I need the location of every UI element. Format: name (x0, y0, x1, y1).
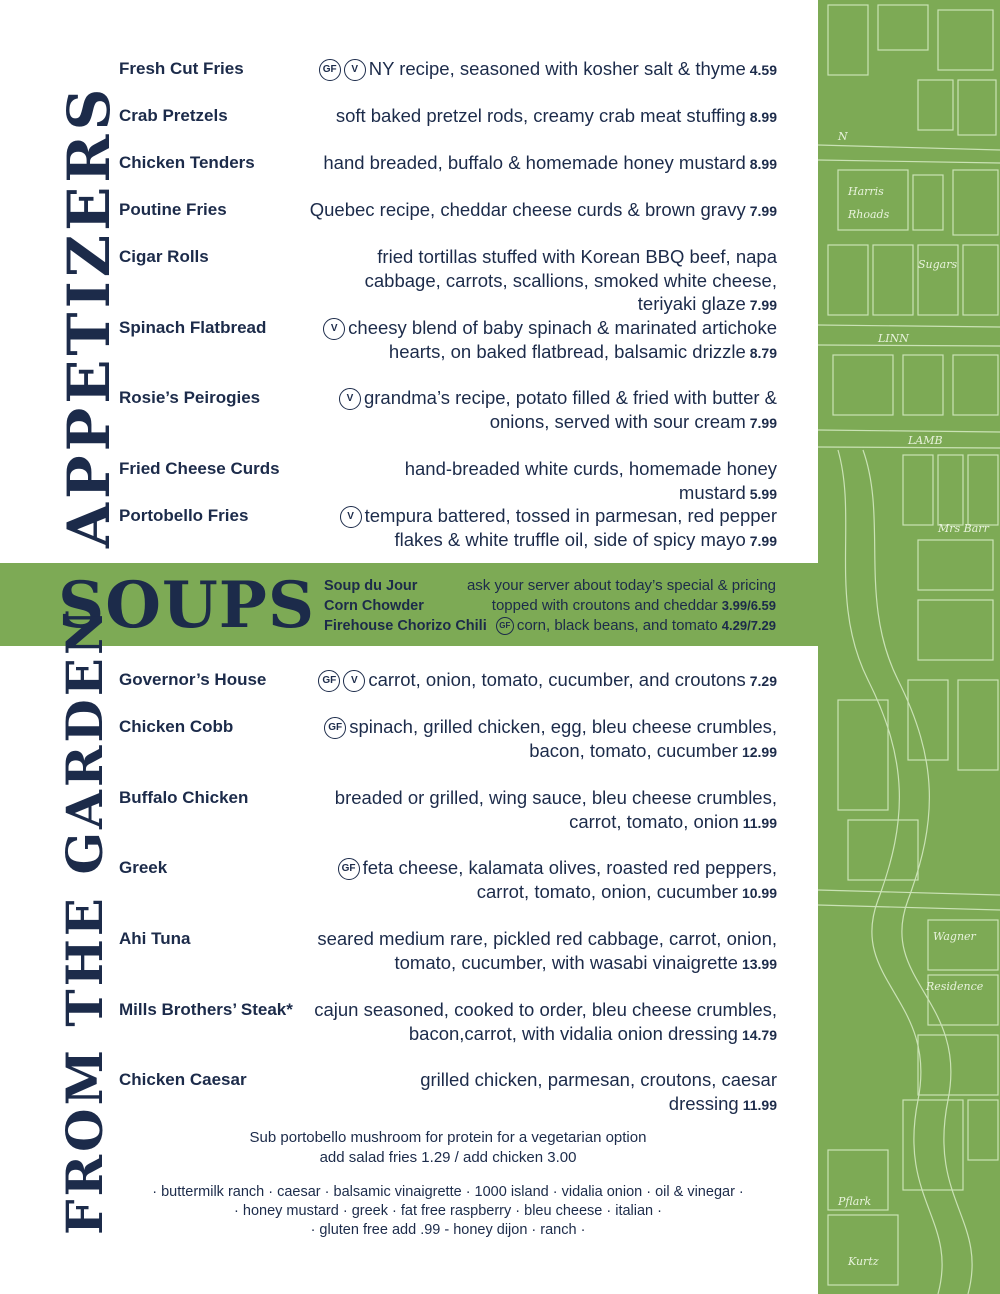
map-background (818, 0, 1000, 1294)
item-name: Greek (119, 858, 168, 877)
description-text: breaded or grilled, wing sauce, bleu cheese crumbles, carrot, tomato, onion (334, 787, 777, 832)
soup-item (324, 576, 776, 596)
item-description (309, 998, 777, 1047)
vegetarian-icon: V (344, 59, 366, 81)
garden-heading: FROM THE GARDEN (55, 606, 114, 1235)
item-price: 11.99 (742, 1096, 777, 1113)
description-text: hand-breaded white curds, homemade honey mustard (404, 458, 777, 503)
item-price: 8.79 (749, 345, 777, 362)
item-description (309, 386, 777, 436)
map-label: N (838, 130, 848, 143)
item-name: Spinach Flatbread (119, 318, 267, 337)
soup-price: 4.29/7.29 (721, 618, 776, 633)
description-text: corn, black beans, and tomato (516, 617, 718, 634)
add-ons-note: add salad fries 1.29 / add chicken 3.00 (319, 1149, 577, 1166)
item-name: Cigar Rolls (119, 247, 209, 266)
map-label: Pflark (838, 1195, 872, 1208)
item-name: Rosie’s Peirogies (119, 388, 261, 407)
item-price: 11.99 (742, 814, 777, 831)
gluten-free-icon: GF (324, 717, 346, 739)
map-label: Mrs Barr (938, 522, 989, 535)
item-description (309, 151, 777, 177)
description-text: ask your server about today’s special & pricing (466, 577, 776, 594)
item-name: Fried Cheese Curds (119, 459, 280, 478)
vegetarian-icon: V (340, 506, 362, 528)
soup-item (324, 616, 776, 636)
description-text: grandma’s recipe, potato filled & fried with butter & onions, served with sour cream (363, 387, 777, 433)
item-description (309, 715, 777, 765)
item-price: 8.99 (749, 109, 777, 125)
item-description (309, 668, 777, 694)
map-label: LAMB (908, 434, 943, 447)
vegetarian-icon: V (339, 388, 361, 410)
item-price: 4.59 (749, 62, 777, 78)
item-name: Portobello Fries (119, 506, 249, 525)
description-text: soft baked pretzel rods, creamy crab meat stuffing (335, 105, 746, 126)
appetizers-heading: APPETIZERS (55, 84, 123, 548)
item-price: 7.99 (749, 533, 777, 550)
item-price: 5.99 (749, 485, 777, 502)
item-description (309, 104, 777, 130)
map-illustration (818, 0, 1000, 1294)
item-price: 10.99 (741, 885, 777, 902)
soup-description (496, 616, 776, 636)
soup-price: 3.99/6.59 (721, 598, 776, 613)
description-text: fried tortillas stuffed with Korean BBQ beef, napa cabbage, carrots, scallions, smoked white cheese, teriyaki glaze (364, 246, 777, 314)
description-text: cajun seasoned, cooked to order, bleu cheese crumbles, bacon,carrot, with vidalia onion dressing (314, 999, 777, 1044)
item-description (309, 1068, 777, 1117)
soup-description (467, 576, 776, 596)
item-description (309, 316, 777, 366)
item-name: Governor’s House (119, 670, 267, 689)
item-name: Ahi Tuna (119, 929, 191, 948)
item-name: Crab Pretzels (119, 106, 228, 125)
description-text: hand breaded, buffalo & homemade honey mustard (323, 152, 746, 173)
soups-heading: SOUPS (58, 568, 316, 643)
item-description (309, 927, 777, 976)
soup-name: Soup du Jour (324, 578, 418, 594)
item-description (309, 856, 777, 906)
item-description (309, 457, 777, 506)
gluten-free-icon: GF (318, 670, 340, 692)
item-price: 12.99 (741, 744, 777, 761)
description-text: grilled chicken, parmesan, croutons, caesar dressing (420, 1069, 777, 1114)
item-price: 14.79 (741, 1026, 777, 1043)
item-price: 7.99 (749, 297, 777, 313)
map-label: Harris (848, 185, 884, 198)
map-label: Rhoads (848, 208, 890, 221)
map-label: Sugars (918, 258, 958, 271)
item-name: Buffalo Chicken (119, 788, 249, 807)
map-label: Wagner (933, 930, 976, 943)
map-label: Residence (926, 980, 984, 993)
soup-name: Firehouse Chorizo Chili (324, 618, 487, 634)
map-label: LINN (878, 332, 909, 345)
item-price: 7.99 (749, 203, 777, 219)
item-price: 7.29 (749, 673, 777, 689)
item-name: Chicken Tenders (119, 153, 255, 172)
item-name: Fresh Cut Fries (119, 59, 244, 78)
soup-item (324, 596, 776, 616)
description-text: carrot, onion, tomato, cucumber, and croutons (368, 669, 746, 690)
description-text: Quebec recipe, cheddar cheese curds & brown gravy (309, 199, 746, 220)
map-label: Kurtz (848, 1255, 879, 1268)
description-text: spinach, grilled chicken, egg, bleu cheese crumbles, bacon, tomato, cucumber (349, 716, 777, 762)
gluten-free-icon: GF (338, 858, 360, 880)
item-name: Mills Brothers’ Steak* (119, 1000, 293, 1019)
item-name: Chicken Cobb (119, 717, 234, 736)
description-text: tempura battered, tossed in parmesan, red pepper flakes & white truffle oil, side of spicy mayo (364, 505, 777, 551)
item-description (309, 57, 777, 83)
description-text: seared medium rare, pickled red cabbage, carrot, onion, tomato, cucumber, with wasabi vinaigrette (317, 928, 777, 973)
description-text: topped with croutons and cheddar (491, 597, 718, 614)
dressings-line: · gluten free add .99 - honey dijon · ranch · (310, 1222, 586, 1238)
item-description (309, 504, 777, 554)
dressings-line: · buttermilk ranch · caesar · balsamic vinaigrette · 1000 island · vidalia onion · oil & vinegar · (152, 1184, 744, 1200)
vegetarian-note: Sub portobello mushroom for protein for a vegetarian option (249, 1129, 647, 1146)
description-text: feta cheese, kalamata olives, roasted red peppers, carrot, tomato, onion, cucumber (362, 857, 777, 903)
item-price: 8.99 (749, 156, 777, 172)
gluten-free-icon: GF (319, 59, 341, 81)
vegetarian-icon: V (343, 670, 365, 692)
soup-description (492, 596, 776, 616)
description-text: cheesy blend of baby spinach & marinated artichoke hearts, on baked flatbread, balsamic drizzle (348, 317, 777, 363)
item-name: Chicken Caesar (119, 1070, 247, 1089)
item-description (309, 786, 777, 835)
soup-name: Corn Chowder (324, 598, 424, 614)
item-price: 13.99 (741, 955, 777, 972)
vegetarian-icon: V (323, 318, 345, 340)
item-description (309, 245, 777, 318)
dressings-line: · honey mustard · greek · fat free raspberry · bleu cheese · italian · (234, 1203, 662, 1219)
description-text: NY recipe, seasoned with kosher salt & thyme (368, 58, 746, 79)
gluten-free-icon: GF (496, 617, 514, 635)
item-name: Poutine Fries (119, 200, 227, 219)
item-price: 7.99 (749, 415, 777, 432)
item-description (309, 198, 777, 224)
